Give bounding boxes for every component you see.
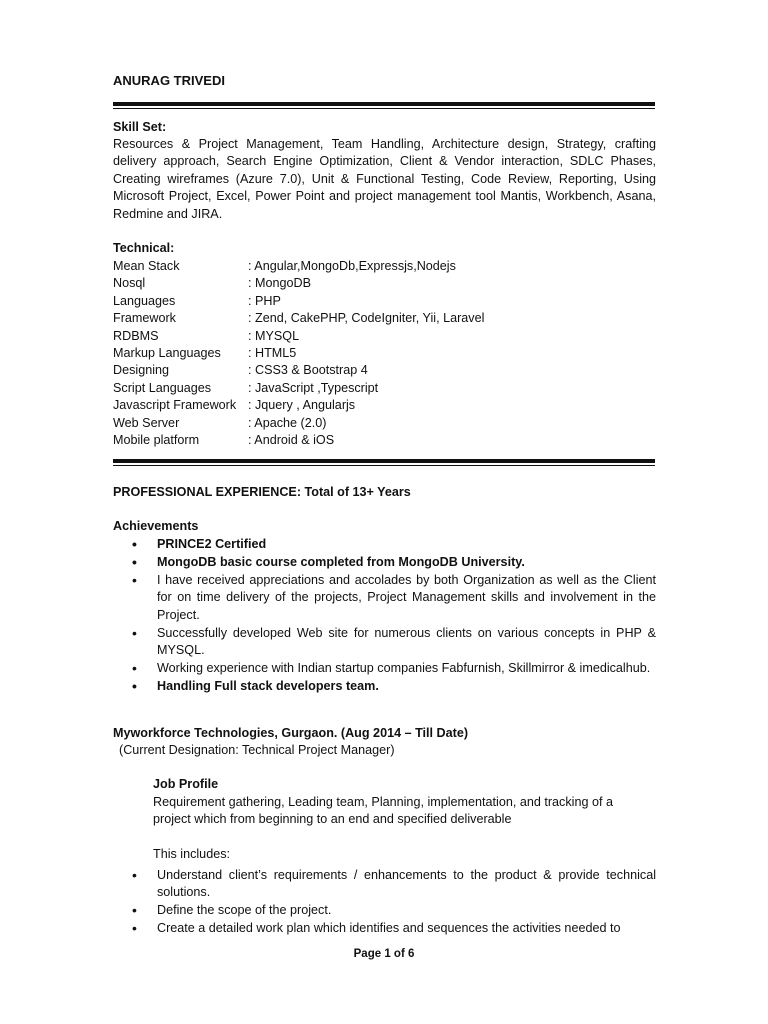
tech-row xyxy=(113,397,484,414)
experience-heading: PROFESSIONAL EXPERIENCE: Total of 13+ Years xyxy=(113,485,411,499)
tech-row xyxy=(113,310,484,327)
tech-row xyxy=(113,328,484,345)
tech-row xyxy=(113,380,484,397)
tech-value: : JavaScript ,Typescript xyxy=(248,380,379,395)
tech-row xyxy=(113,258,484,275)
tech-key: RDBMS xyxy=(113,328,159,343)
tech-key: Designing xyxy=(113,363,170,378)
list-item: • Understand client’s requirements / enhancements to the product & provide technical solutions. xyxy=(113,867,656,902)
tech-value: : PHP xyxy=(248,293,281,308)
tech-value: : MYSQL xyxy=(248,328,300,343)
list-item: • Working experience with Indian startup companies Fabfurnish, Skillmirror & imedicalhub. xyxy=(113,660,656,677)
tech-value: : Angular,MongoDb,Expressjs,Nodejs xyxy=(248,259,456,273)
divider-top xyxy=(113,102,655,109)
tech-value: : Jquery , Angularjs xyxy=(248,398,356,413)
tech-key: Markup Languages xyxy=(113,345,221,360)
tech-key: Nosql xyxy=(113,276,146,291)
tech-row xyxy=(113,275,484,292)
job-profile-text: Requirement gathering, Leading team, Planning, implementation, and tracking of a project which from beginning to an end and specified deliverable xyxy=(153,795,613,827)
tech-key: Mobile platform xyxy=(113,432,200,447)
tech-row xyxy=(113,362,484,379)
tech-value: : Apache (2.0) xyxy=(248,415,327,430)
tech-key: Framework xyxy=(113,311,176,326)
divider-middle xyxy=(113,459,655,466)
technical-table xyxy=(113,258,484,449)
tech-row xyxy=(113,293,484,310)
tech-value: : Android & iOS xyxy=(248,432,335,447)
job-profile-heading: Job Profile xyxy=(153,777,219,791)
includes-heading: This includes: xyxy=(153,847,230,861)
tech-value: : CSS3 & Bootstrap 4 xyxy=(248,363,368,378)
tech-value: : Zend, CakePHP, CodeIgniter, Yii, Laravel xyxy=(248,311,485,326)
list-item: • I have received appreciations and accolades by both Organization as well as the Client for on time delivery of the projects, Project Management skills and involvement in the Project. xyxy=(113,572,656,624)
list-item: • PRINCE2 Certified xyxy=(113,536,656,553)
tech-row xyxy=(113,345,484,362)
list-item: • Create a detailed work plan which identifies and sequences the activities needed to xyxy=(113,920,656,937)
list-item: • Handling Full stack developers team. xyxy=(113,678,656,695)
tech-row xyxy=(113,432,484,449)
tech-key: Javascript Framework xyxy=(113,398,237,413)
tech-key: Mean Stack xyxy=(113,259,180,273)
tech-key: Script Languages xyxy=(113,380,212,395)
designation: (Current Designation: Technical Project Manager) xyxy=(119,743,395,757)
candidate-name: ANURAG TRIVEDI xyxy=(113,73,225,88)
tech-value: : MongoDB xyxy=(248,276,311,291)
list-item: • MongoDB basic course completed from MongoDB University. xyxy=(113,554,656,571)
achievements-heading: Achievements xyxy=(113,519,199,533)
tech-value: : HTML5 xyxy=(248,345,297,360)
company-title: Myworkforce Technologies, Gurgaon. (Aug 2014 – Till Date) xyxy=(113,726,469,740)
list-item: • Successfully developed Web site for numerous clients on various concepts in PHP & MYSQL. xyxy=(113,625,656,660)
technical-heading: Technical: xyxy=(113,241,175,255)
achievements-list xyxy=(113,536,656,696)
tech-key: Languages xyxy=(113,293,176,308)
list-item: • Define the scope of the project. xyxy=(113,902,656,919)
skill-set-heading: Skill Set: xyxy=(113,120,167,134)
tech-row xyxy=(113,415,484,432)
page-number: Page 1 of 6 xyxy=(353,948,415,960)
tech-key: Web Server xyxy=(113,415,180,430)
includes-list xyxy=(113,867,656,938)
skill-set-text: Resources & Project Management, Team Handling, Architecture design, Strategy, crafting delivery approach, Search Engine Optimization, Client & Vendor interaction, SDLC Phases, Creating wireframes (Azure 7.0), Unit & Functional Testing, Code Review, Reporting, Using Microsoft Project, Excel, Power Point and project management tool Mantis, Workbench, Asana, Redmine and JIRA. xyxy=(113,137,656,221)
